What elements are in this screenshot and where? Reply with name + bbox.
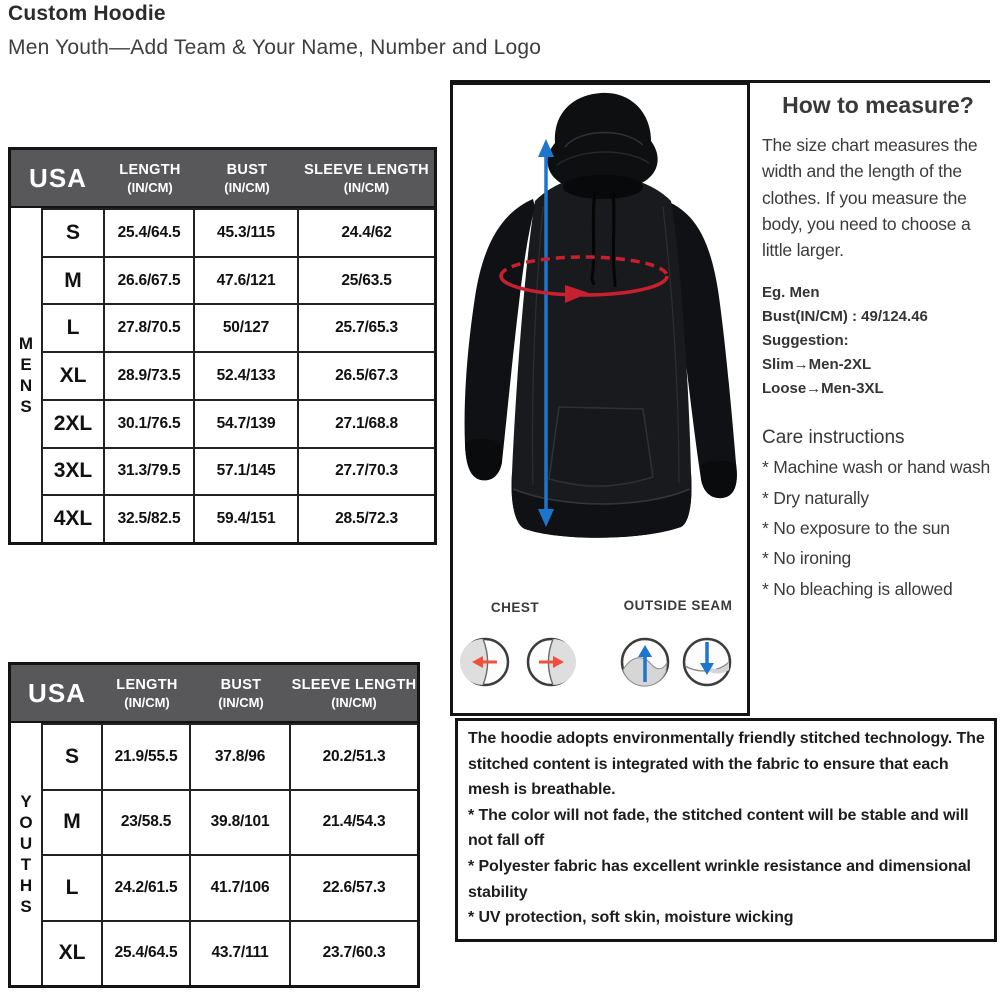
side-letter: H — [19, 876, 33, 895]
table-row — [43, 447, 434, 495]
size-cell: XL — [43, 922, 103, 986]
table-row — [43, 789, 417, 855]
hoodie-diagram-box — [450, 82, 750, 716]
mens-table-header — [11, 150, 434, 208]
mens-rows — [43, 208, 434, 542]
side-letter: S — [20, 397, 32, 416]
size-cell: 3XL — [43, 449, 105, 495]
size-cell: L — [43, 305, 105, 351]
header-bust: BUST (IN/CM) — [224, 161, 270, 195]
table-row — [43, 303, 434, 351]
product-title: Custom Hoodie — [8, 2, 166, 25]
length-cell: 21.9/55.5 — [103, 725, 191, 789]
bust-cell: 47.6/121 — [195, 258, 299, 304]
header-usa: USA — [29, 162, 87, 193]
how-to-measure-text: The size chart measures the width and the length of the clothes. If you measure the body, you need to choose a little larger. — [762, 135, 978, 260]
table-row — [43, 723, 417, 789]
youths-table-header — [11, 665, 417, 723]
sleeve-cell: 24.4/62 — [341, 223, 392, 241]
header-length: LENGTH (IN/CM) — [116, 676, 178, 710]
measuring-icons — [453, 626, 747, 696]
sleeve-cell: 27.7/70.3 — [335, 462, 398, 480]
side-letter: N — [19, 376, 33, 395]
description-paragraph: * The color will not fade, the stitched content will be stable and will not fall off — [468, 806, 969, 850]
side-letter: T — [20, 855, 32, 874]
how-to-measure-panel — [762, 92, 994, 602]
example-line: Loose→Men-3XL — [762, 380, 884, 398]
description-paragraph: * UV protection, soft skin, moisture wicking — [468, 909, 794, 927]
table-row — [43, 399, 434, 447]
length-cell: 25.4/64.5 — [103, 922, 191, 986]
hoodie-illustration — [465, 93, 737, 538]
sleeve-cell: 25/63.5 — [341, 271, 392, 289]
size-example-block — [762, 281, 994, 401]
bust-cell: 43.7/111 — [191, 922, 291, 986]
example-line: Eg. Men — [762, 284, 820, 302]
length-cell: 23/58.5 — [103, 791, 191, 855]
bust-cell: 45.3/115 — [195, 210, 299, 256]
description-paragraph: * Polyester fabric has excellent wrinkle resistance and dimensional stability — [468, 857, 971, 901]
table-row — [43, 351, 434, 399]
seam-measure-up-icon — [622, 639, 668, 686]
length-cell: 27.8/70.5 — [105, 305, 195, 351]
example-line: Slim→Men-2XL — [762, 356, 872, 374]
mens-side-label — [11, 208, 43, 542]
chest-measure-right-icon — [528, 639, 576, 685]
length-cell: 28.9/73.5 — [105, 353, 195, 399]
side-letter: U — [19, 834, 33, 853]
hoodie-image — [453, 85, 747, 545]
bust-cell: 57.1/145 — [195, 449, 299, 495]
bust-cell: 52.4/133 — [195, 353, 299, 399]
sleeve-cell: 27.1/68.8 — [335, 414, 398, 432]
size-cell: S — [43, 725, 103, 789]
bust-cell: 54.7/139 — [195, 401, 299, 447]
mens-table-body — [11, 208, 434, 542]
bust-cell: 41.7/106 — [191, 856, 291, 920]
sleeve-cell: 20.2/51.3 — [322, 747, 386, 765]
youths-side-label — [11, 723, 43, 985]
bust-cell: 39.8/101 — [191, 791, 291, 855]
size-cell: 2XL — [43, 401, 105, 447]
header-bust: BUST (IN/CM) — [218, 676, 264, 710]
how-to-measure-heading: How to measure? — [782, 92, 974, 118]
care-item: * No exposure to the sun — [762, 518, 950, 538]
care-item: * Machine wash or hand wash — [762, 457, 991, 478]
header-usa: USA — [28, 677, 86, 708]
bust-cell: 37.8/96 — [191, 725, 291, 789]
side-letter: E — [20, 355, 32, 374]
table-row — [43, 208, 434, 256]
care-instructions-list — [762, 455, 994, 602]
care-item: * No bleaching is allowed — [762, 578, 953, 599]
size-cell: XL — [43, 353, 105, 399]
seam-measure-down-icon — [684, 639, 730, 685]
size-cell: 4XL — [43, 496, 105, 542]
length-cell: 31.3/79.5 — [105, 449, 195, 495]
side-letter: O — [19, 813, 33, 832]
description-paragraph: The hoodie adopts environmentally friendly stitched technology. The stitched content is integrated with the fabric to ensure that each mesh is breathable. — [468, 730, 985, 799]
youths-table-body — [11, 723, 417, 985]
size-cell: M — [43, 791, 103, 855]
table-row — [43, 854, 417, 920]
side-letter: M — [18, 334, 34, 353]
care-item: * Dry naturally — [762, 487, 869, 508]
youths-rows — [43, 723, 417, 985]
chest-measure-left-icon — [460, 639, 508, 685]
mens-size-table — [8, 147, 437, 545]
length-cell: 25.4/64.5 — [105, 210, 195, 256]
size-cell: S — [43, 210, 105, 256]
table-row — [43, 494, 434, 542]
header-length: LENGTH (IN/CM) — [119, 161, 181, 195]
sleeve-cell: 22.6/57.3 — [322, 878, 386, 896]
youths-size-table — [8, 662, 420, 988]
sleeve-cell: 25.7/65.3 — [335, 319, 398, 337]
header-sleeve-length: SLEEVE LENGTH (IN/CM) — [304, 161, 429, 195]
outside-seam-label: OUTSIDE SEAM — [623, 598, 733, 613]
example-line: Bust(IN/CM) : 49/124.46 — [762, 308, 928, 326]
length-cell: 24.2/61.5 — [103, 856, 191, 920]
sleeve-cell: 26.5/67.3 — [335, 367, 398, 385]
care-item: * No ironing — [762, 548, 852, 569]
header-sleeve-length: SLEEVE LENGTH (IN/CM) — [291, 676, 417, 710]
sleeve-cell: 23.7/60.3 — [322, 944, 386, 962]
size-cell: L — [43, 856, 103, 920]
title-block — [8, 2, 541, 60]
sleeve-cell: 28.5/72.3 — [335, 510, 398, 528]
bust-cell: 50/127 — [195, 305, 299, 351]
example-line: Suggestion: — [762, 332, 849, 350]
length-cell: 30.1/76.5 — [105, 401, 195, 447]
table-row — [43, 256, 434, 304]
sleeve-cell: 21.4/54.3 — [322, 813, 386, 831]
length-cell: 32.5/82.5 — [105, 496, 195, 542]
product-subtitle: Men Youth—Add Team & Your Name, Number and Logo — [8, 36, 542, 59]
fabric-description-box — [455, 718, 997, 942]
chest-label: CHEST — [490, 600, 540, 615]
bust-cell: 59.4/151 — [195, 496, 299, 542]
table-row — [43, 920, 417, 986]
length-cell: 26.6/67.5 — [105, 258, 195, 304]
side-letter: S — [20, 897, 32, 916]
size-cell: M — [43, 258, 105, 304]
side-letter: Y — [20, 792, 32, 811]
care-instructions-heading: Care instructions — [762, 427, 905, 449]
